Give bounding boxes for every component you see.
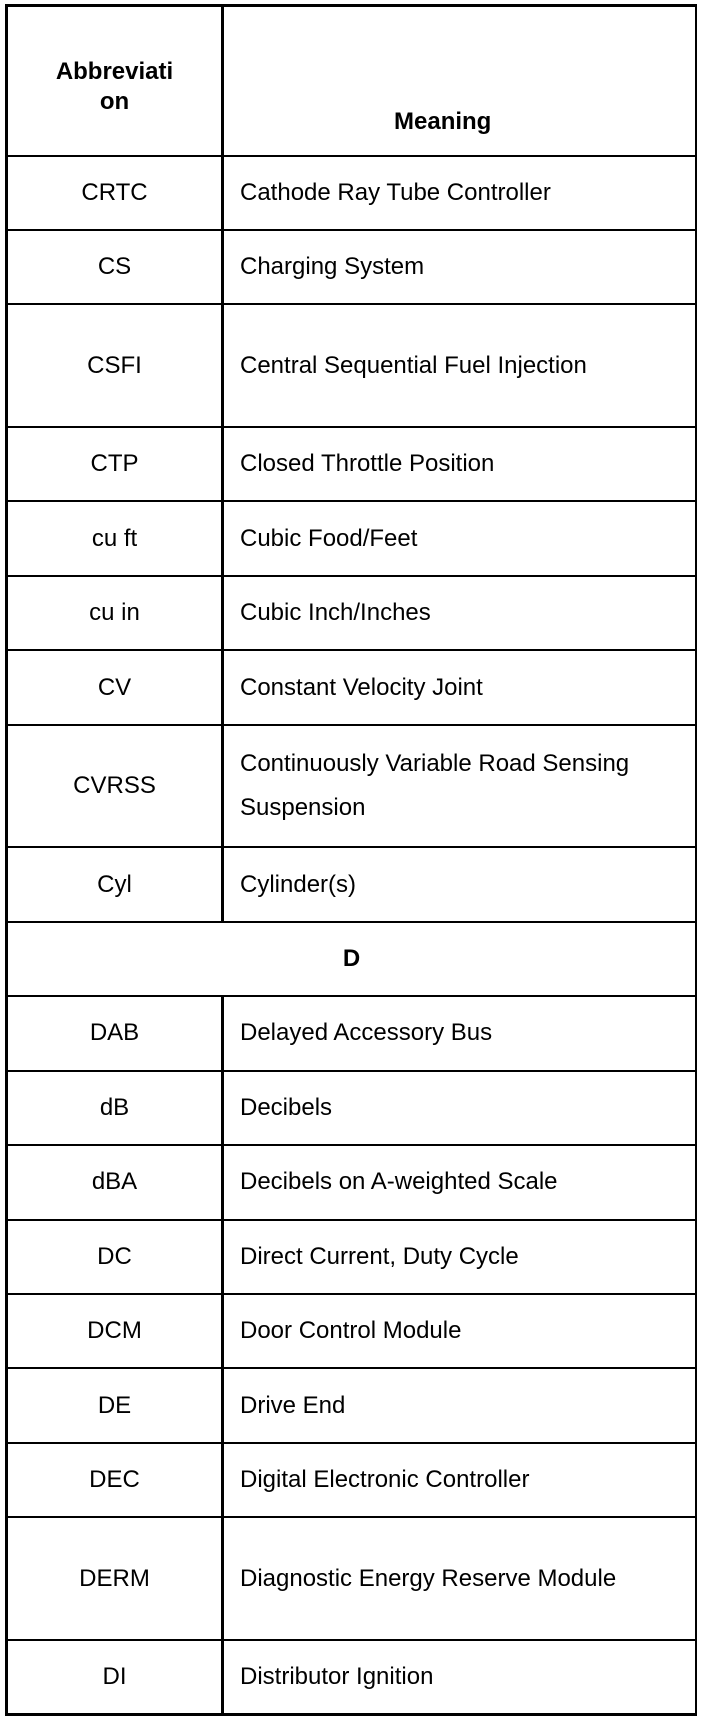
meaning-cell: Closed Throttle Position [223, 427, 697, 501]
meaning-cell: Decibels on A-weighted Scale [223, 1145, 697, 1219]
meaning-cell: Delayed Accessory Bus [223, 996, 697, 1070]
abbreviation-cell: dBA [7, 1145, 223, 1219]
table-row [7, 156, 697, 230]
table-row [7, 1145, 697, 1219]
meaning-cell: Central Sequential Fuel Injection [223, 304, 697, 427]
abbreviation-cell: CVRSS [7, 725, 223, 848]
table-row [7, 1640, 697, 1715]
table-row [7, 1220, 697, 1294]
table-header-row [7, 6, 697, 156]
abbreviation-cell: DAB [7, 996, 223, 1070]
table-row [7, 1071, 697, 1145]
meaning-cell: Diagnostic Energy Reserve Module [223, 1517, 697, 1640]
meaning-cell: Distributor Ignition [240, 1662, 434, 1690]
abbreviation-cell: DCM [7, 1294, 223, 1368]
abbreviation-cell: cu ft [7, 501, 223, 575]
abbreviation-header-line-2: on [99, 87, 130, 115]
table-row [7, 230, 697, 304]
table-row [7, 427, 697, 501]
abbreviation-cell: CSFI [7, 304, 223, 427]
meaning-cell: Decibels [223, 1071, 697, 1145]
abbreviation-column-header [7, 6, 223, 156]
meaning-cell: Constant Velocity Joint [223, 650, 697, 724]
abbreviation-cell: DERM [7, 1517, 223, 1640]
meaning-cell: Digital Electronic Controller [223, 1443, 697, 1517]
abbreviation-cell: cu in [7, 576, 223, 650]
table-row [7, 650, 697, 724]
meaning-cell: Door Control Module [223, 1294, 697, 1368]
abbreviation-cell: CV [7, 650, 223, 724]
abbreviation-cell: CRTC [7, 156, 223, 230]
table-row [7, 996, 697, 1070]
table-row [7, 1368, 697, 1442]
abbreviation-cell: CS [7, 230, 223, 304]
meaning-column-header: Meaning [223, 6, 697, 156]
section-row-d [7, 922, 697, 996]
meaning-cell: Cubic Food/Feet [223, 501, 697, 575]
meaning-cell: Continuously Variable Road Sensing Suspension [223, 725, 697, 848]
table-row [7, 1294, 697, 1368]
abbreviation-cell: dB [7, 1071, 223, 1145]
meaning-cell: Cubic Inch/Inches [223, 576, 697, 650]
table-row [7, 847, 697, 921]
abbreviation-header-line-1: Abbreviati [55, 57, 174, 85]
table-row [7, 304, 697, 427]
meaning-cell: Cathode Ray Tube Controller [223, 156, 697, 230]
abbreviation-cell: DC [7, 1220, 223, 1294]
table-row [7, 576, 697, 650]
table-row [7, 501, 697, 575]
meaning-cell: Drive End [223, 1368, 697, 1442]
abbreviations-table [5, 4, 697, 1716]
table-row [7, 1517, 697, 1640]
abbreviation-cell: DEC [7, 1443, 223, 1517]
meaning-cell: Direct Current, Duty Cycle [223, 1220, 697, 1294]
abbreviation-cell: DE [7, 1368, 223, 1442]
table-row [7, 1443, 697, 1517]
abbreviation-cell: Cyl [7, 847, 223, 921]
meaning-cell: Charging System [223, 230, 697, 304]
section-heading-d: D [7, 922, 697, 996]
abbreviation-cell: CTP [7, 427, 223, 501]
abbreviation-cell: DI [7, 1640, 223, 1715]
table-row [7, 725, 697, 848]
meaning-cell: Cylinder(s) [223, 847, 697, 921]
